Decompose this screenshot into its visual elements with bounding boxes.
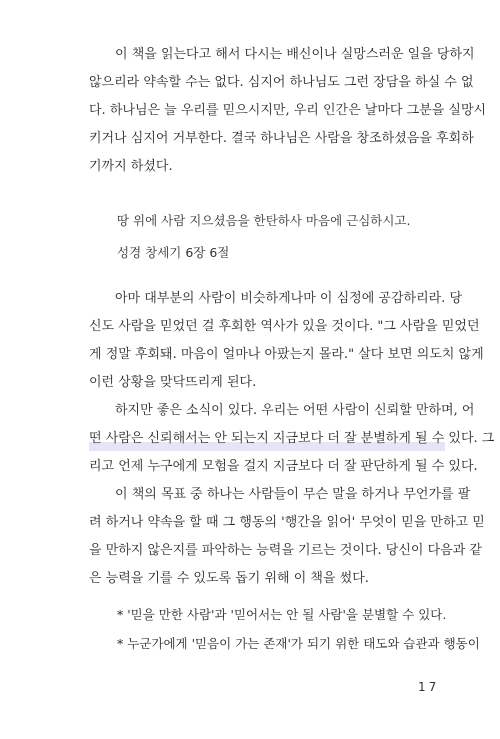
bullet-list [117,600,480,658]
bullet-item: * 누군가에게 '믿음이 가는 존재'가 되기 위한 태도와 습관과 행동이 [117,636,480,651]
quote-source: 성경 창세기 6장 6절 [117,245,230,260]
highlighted-text-line: 떤 사람은 신뢰해서는 안 되는지 지금보다 더 잘 분별하게 될 수 있다. 그 [89,425,445,453]
quote-text: 땅 위에 사람 지으셨음을 한탄하사 마음에 근심하시고. [117,213,411,228]
text-line: 이 책을 읽는다고 해서 다시는 배신이나 실망스러운 일을 당하지 [115,47,475,62]
text-line: 않으리라 약속할 수는 없다. 심지어 하나님도 그런 장담을 하실 수 없 [89,75,474,90]
paragraph-3 [89,397,495,481]
bullet-item: * '믿을 만한 사람'과 '믿어서는 안 될 사람'을 분별할 수 있다. [117,607,447,622]
scripture-quote [117,205,447,269]
text-line: 을 만하지 않은지를 파악하는 능력을 기르는 것이다. 당신이 다음과 같 [89,543,482,558]
text-line: 신도 사람을 믿었던 걸 후회한 역사가 있을 것이다. "그 사람을 믿었던 [89,319,480,334]
paragraph-1 [89,41,487,181]
text-line: 아마 대부분의 사람이 비슷하게나마 이 심정에 공감하리라. 당 [115,291,463,306]
text-line: 기까지 하셨다. [89,159,173,174]
page-number: 17 [418,680,440,694]
text-line: 리고 언제 누구에게 모험을 걸지 지금보다 더 잘 판단하게 될 수 있다. [89,459,478,474]
text-line: 게 정말 후회돼. 마음이 얼마나 아팠는지 몰라." 살다 보면 의도치 않게 [89,347,484,362]
text-line: 려 하거나 약속을 할 때 그 행동의 '행간을 읽어' 무엇이 믿을 만하고 믿 [89,515,485,530]
text-line: 이 책의 목표 중 하나는 사람들이 무슨 말을 하거나 무언가를 팔 [115,487,471,502]
text-line: 하지만 좋은 소식이 있다. 우리는 어떤 사람이 신뢰할 만하며, 어 [115,403,475,418]
text-line: 다. 하나님은 늘 우리를 믿으시지만, 우리 인간은 날마다 그분을 실망시 [89,103,487,118]
paragraph-2 [89,285,484,397]
paragraph-4 [89,481,485,593]
text-line: 키거나 심지어 거부한다. 결국 하나님은 사람을 창조하셨음을 후회하 [89,131,474,146]
text-line: 이런 상황을 맞닥뜨리게 된다. [89,375,257,390]
text-line: 은 능력을 기를 수 있도록 돕기 위해 이 책을 썼다. [89,571,369,586]
